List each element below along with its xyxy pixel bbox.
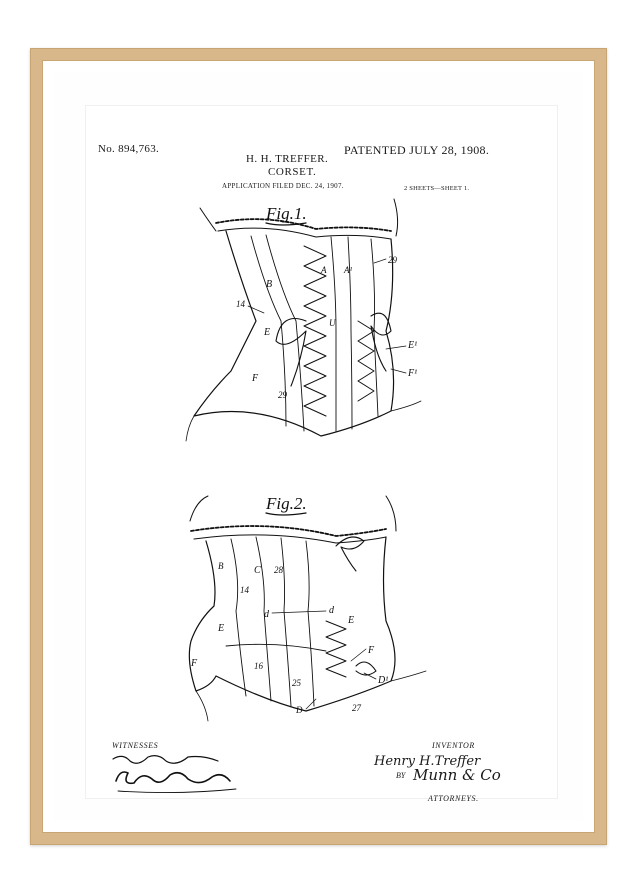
patent-date: PATENTED JULY 28, 1908. bbox=[344, 143, 490, 157]
figure-label: A¹ bbox=[344, 265, 353, 275]
figure-label: 28 bbox=[274, 565, 283, 575]
figure-label: 16 bbox=[254, 661, 263, 671]
figure-label: A bbox=[321, 265, 327, 275]
front-busk bbox=[326, 621, 346, 677]
skirt-line bbox=[391, 671, 426, 681]
attorney-signature: Munn & Co bbox=[413, 766, 501, 784]
figure-label: D¹ bbox=[378, 675, 389, 686]
figure-label: 14 bbox=[236, 299, 245, 309]
witness-signature-1 bbox=[113, 756, 218, 764]
figure-label: 29 bbox=[388, 255, 397, 265]
shoulder-line bbox=[200, 208, 216, 231]
skirt-line bbox=[186, 416, 194, 441]
leader-line bbox=[248, 306, 264, 313]
figure-2-caption: Fig.2. bbox=[266, 494, 307, 513]
lace-trim bbox=[191, 526, 386, 536]
corset-bone bbox=[231, 539, 246, 696]
corset-outline bbox=[194, 231, 394, 436]
patent-number: No. 894,763. bbox=[98, 143, 160, 155]
by-label: BY bbox=[396, 771, 406, 780]
figure-label: F bbox=[252, 373, 259, 384]
figure-label: E bbox=[348, 615, 355, 626]
figure-label: 29 bbox=[278, 390, 287, 400]
figure-label: E bbox=[218, 623, 225, 634]
witness-signatures bbox=[108, 751, 248, 796]
bow-left bbox=[276, 319, 306, 387]
side-lacing bbox=[358, 321, 374, 401]
bow-bottom bbox=[356, 662, 376, 675]
figure-label: F bbox=[368, 645, 375, 656]
top-edge bbox=[194, 535, 386, 543]
figure-label: d bbox=[264, 609, 269, 620]
application-filed: APPLICATION FILED DEC. 24, 1907. bbox=[222, 182, 344, 190]
patent-title: CORSET. bbox=[268, 166, 317, 178]
shoulder-line bbox=[386, 496, 396, 531]
leader-line bbox=[374, 259, 386, 263]
figure-label: D bbox=[296, 705, 303, 715]
leader-line bbox=[386, 346, 406, 349]
witnesses-label: WITNESSES bbox=[112, 741, 159, 750]
figure-label: 27 bbox=[352, 703, 361, 713]
skirt-line bbox=[391, 401, 421, 411]
figure-label: E bbox=[264, 327, 271, 338]
figure-label: F¹ bbox=[408, 368, 418, 379]
skirt-line bbox=[196, 691, 208, 721]
figure-label: 14 bbox=[240, 585, 249, 595]
figure-label: E¹ bbox=[408, 340, 418, 351]
leader-line bbox=[272, 611, 326, 613]
inventor-name: H. H. TREFFER. bbox=[246, 153, 329, 165]
leader-line bbox=[306, 699, 316, 709]
figure-1-caption: Fig.1. bbox=[266, 204, 307, 223]
signature-underline bbox=[118, 789, 236, 793]
corset-bone bbox=[306, 541, 314, 706]
figure-label: F bbox=[191, 658, 198, 669]
passe-partout bbox=[54, 72, 583, 821]
figure-label: B bbox=[218, 561, 224, 571]
corset-bone bbox=[331, 237, 336, 431]
patent-print bbox=[85, 105, 558, 803]
figure-label: U bbox=[329, 318, 336, 328]
witness-signature-2 bbox=[116, 772, 230, 783]
corset-bone bbox=[281, 538, 291, 706]
figure-label: 25 bbox=[292, 678, 301, 688]
shoulder-line bbox=[190, 496, 208, 521]
top-edge bbox=[218, 228, 391, 239]
figure-label: C bbox=[254, 565, 261, 576]
figure-label: d bbox=[329, 605, 334, 616]
inventor-signature: Henry H.Treffer bbox=[374, 754, 481, 769]
inventor-label: INVENTOR bbox=[432, 741, 475, 750]
figure-2-drawing bbox=[186, 491, 456, 736]
sheet-count: 2 SHEETS—SHEET 1. bbox=[404, 185, 470, 192]
wooden-frame bbox=[30, 48, 607, 845]
figure-label: B bbox=[266, 279, 273, 290]
caption-underline bbox=[266, 513, 306, 515]
shoulder-line bbox=[394, 199, 398, 236]
leader-line bbox=[351, 649, 366, 661]
figure-1-drawing bbox=[186, 201, 456, 451]
corset-bone bbox=[266, 235, 304, 431]
attorneys-label: ATTORNEYS. bbox=[428, 794, 479, 803]
